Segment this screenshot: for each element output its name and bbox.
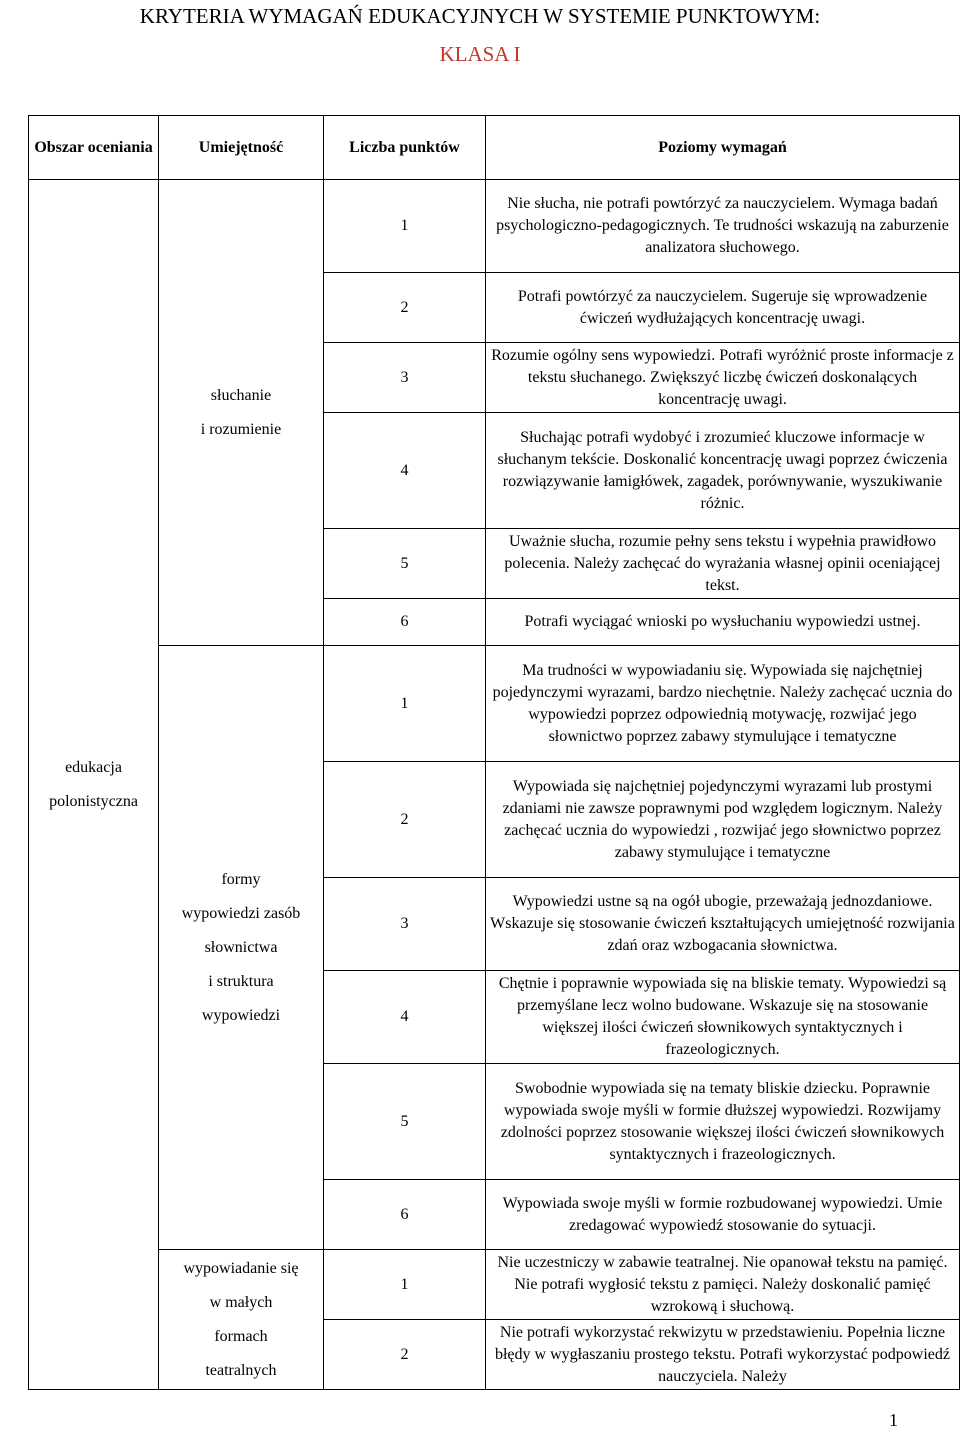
level-description: Potrafi powtórzyć za nauczycielem. Sugeruje się wprowadzenie ćwiczeń wydłużających koncentrację uwagi. — [486, 273, 960, 343]
skill-line: formy — [221, 870, 261, 888]
points-cell: 1 — [324, 180, 486, 273]
skill-line: słuchanie — [210, 386, 272, 404]
column-header-skill: Umiejętność — [159, 116, 324, 180]
points-cell: 3 — [324, 878, 486, 971]
level-description: Ma trudności w wypowiadaniu się. Wypowiada się najchętniej pojedynczymi wyrazami, bardzo niechętnie. Należy zachęcać ucznia do wypowiedzi poprzez odpowiednią motywację, rozwijać jego słownictwo poprzez zabawy stymulujące i tematyczne — [486, 646, 960, 762]
skill-cell-listening — [159, 180, 324, 646]
level-description: Potrafi wyciągać wnioski po wysłuchaniu wypowiedzi ustnej. — [486, 599, 960, 646]
level-description: Wypowiada swoje myśli w formie rozbudowanej wypowiedzi. Umie zredagować wypowiedź stosowanie do sytuacji. — [486, 1180, 960, 1250]
area-cell — [29, 180, 159, 1390]
skill-line: teatralnych — [205, 1361, 277, 1379]
level-description: Nie uczestniczy w zabawie teatralnej. Nie opanował tekstu na pamięć. Nie potrafi wygłosić tekstu z pamięci. Należy doskonalić pamięć wzrokową i słuchową. — [486, 1250, 960, 1320]
column-header-points: Liczba punktów — [324, 116, 486, 180]
level-description: Nie słucha, nie potrafi powtórzyć za nauczycielem. Wymaga badań psychologiczno-pedagogicznych. Te trudności wskazują na zaburzenie analizatora słuchowego. — [486, 180, 960, 273]
skill-line: w małych — [209, 1293, 273, 1311]
level-description: Wypowiada się najchętniej pojedynczymi wyrazami lub prostymi zdaniami nie zawsze poprawnymi pod względem logicznym. Należy zachęcać ucznia do wypowiedzi , rozwijać jego słownictwo poprzez zabawy stymulujące i tematyczne — [486, 762, 960, 878]
level-description: Uważnie słucha, rozumie pełny sens tekstu i wypełnia prawidłowo polecenia. Należy zachęcać do wyrażania własnej opinii oceniającej tekst. — [486, 529, 960, 599]
level-description: Słuchając potrafi wydobyć i zrozumieć kluczowe informacje w słuchanym tekście. Doskonalić koncentrację uwagi poprzez ćwiczenia rozwiązywanie łamigłówek, zagadek, porównywanie, wyszukiwanie różnic. — [486, 413, 960, 529]
skill-line: i rozumienie — [200, 420, 282, 438]
column-header-area: Obszar oceniania — [29, 116, 159, 180]
skill-line: wypowiedzi zasób — [181, 904, 301, 922]
skill-line: wypowiadanie się — [183, 1259, 299, 1277]
points-cell: 3 — [324, 343, 486, 413]
points-cell: 4 — [324, 413, 486, 529]
points-cell: 1 — [324, 1250, 486, 1320]
points-cell: 2 — [324, 762, 486, 878]
skill-line: słownictwa — [204, 938, 278, 956]
points-cell: 1 — [324, 646, 486, 762]
table-row — [29, 1250, 960, 1320]
requirements-table — [28, 115, 960, 1390]
level-description: Wypowiedzi ustne są na ogół ubogie, przeważają jednozdaniowe. Wskazuje się stosowanie ćwiczeń kształtujących umiejętność rozwijania zdań oraz wzbogacania słownictwa. — [486, 878, 960, 971]
column-header-levels: Poziomy wymagań — [486, 116, 960, 180]
table-row — [29, 180, 960, 273]
page-number: 1 — [889, 1410, 898, 1430]
level-description: Rozumie ogólny sens wypowiedzi. Potrafi wyróżnić proste informacje z tekstu słuchanego. Zwiększyć liczbę ćwiczeń doskonalących koncentrację uwagi. — [486, 343, 960, 413]
points-cell: 2 — [324, 1320, 486, 1390]
level-description: Swobodnie wypowiada się na tematy bliskie dziecku. Poprawnie wypowiada swoje myśli w formie dłuższej wypowiedzi. Rozwijamy zdolności poprzez stosowanie większej ilości ćwiczeń słownikowych syntaktycznych i frazeologicznych. — [486, 1064, 960, 1180]
level-description: Nie potrafi wykorzystać rekwizytu w przedstawieniu. Popełnia liczne błędy w wygłaszaniu prostego tekstu. Potrafi wykorzystać podpowiedź nauczyciela. Należy — [486, 1320, 960, 1390]
class-label: KLASA I — [439, 42, 521, 66]
area-line: edukacja — [65, 758, 122, 776]
points-cell: 5 — [324, 1064, 486, 1180]
points-cell: 4 — [324, 971, 486, 1064]
skill-cell-speaking — [159, 646, 324, 1250]
points-cell: 6 — [324, 599, 486, 646]
points-cell: 5 — [324, 529, 486, 599]
level-description: Chętnie i poprawnie wypowiada się na bliskie tematy. Wypowiedzi są przemyślane lecz wolno budowane. Wskazuje się na stosowanie większej ilości ćwiczeń słownikowych syntaktycznych i frazeologicznych. — [486, 971, 960, 1064]
skill-line: wypowiedzi — [201, 1006, 281, 1024]
skill-line: i struktura — [208, 972, 274, 990]
document-title: KRYTERIA WYMAGAŃ EDUKACYJNYCH W SYSTEMIE PUNKTOWYM: — [139, 4, 821, 28]
skill-line: formach — [214, 1327, 268, 1345]
area-line: polonistyczna — [49, 792, 138, 810]
table-header-row — [29, 116, 960, 180]
table-row — [29, 646, 960, 762]
points-cell: 6 — [324, 1180, 486, 1250]
points-cell: 2 — [324, 273, 486, 343]
skill-cell-theatre — [159, 1250, 324, 1390]
